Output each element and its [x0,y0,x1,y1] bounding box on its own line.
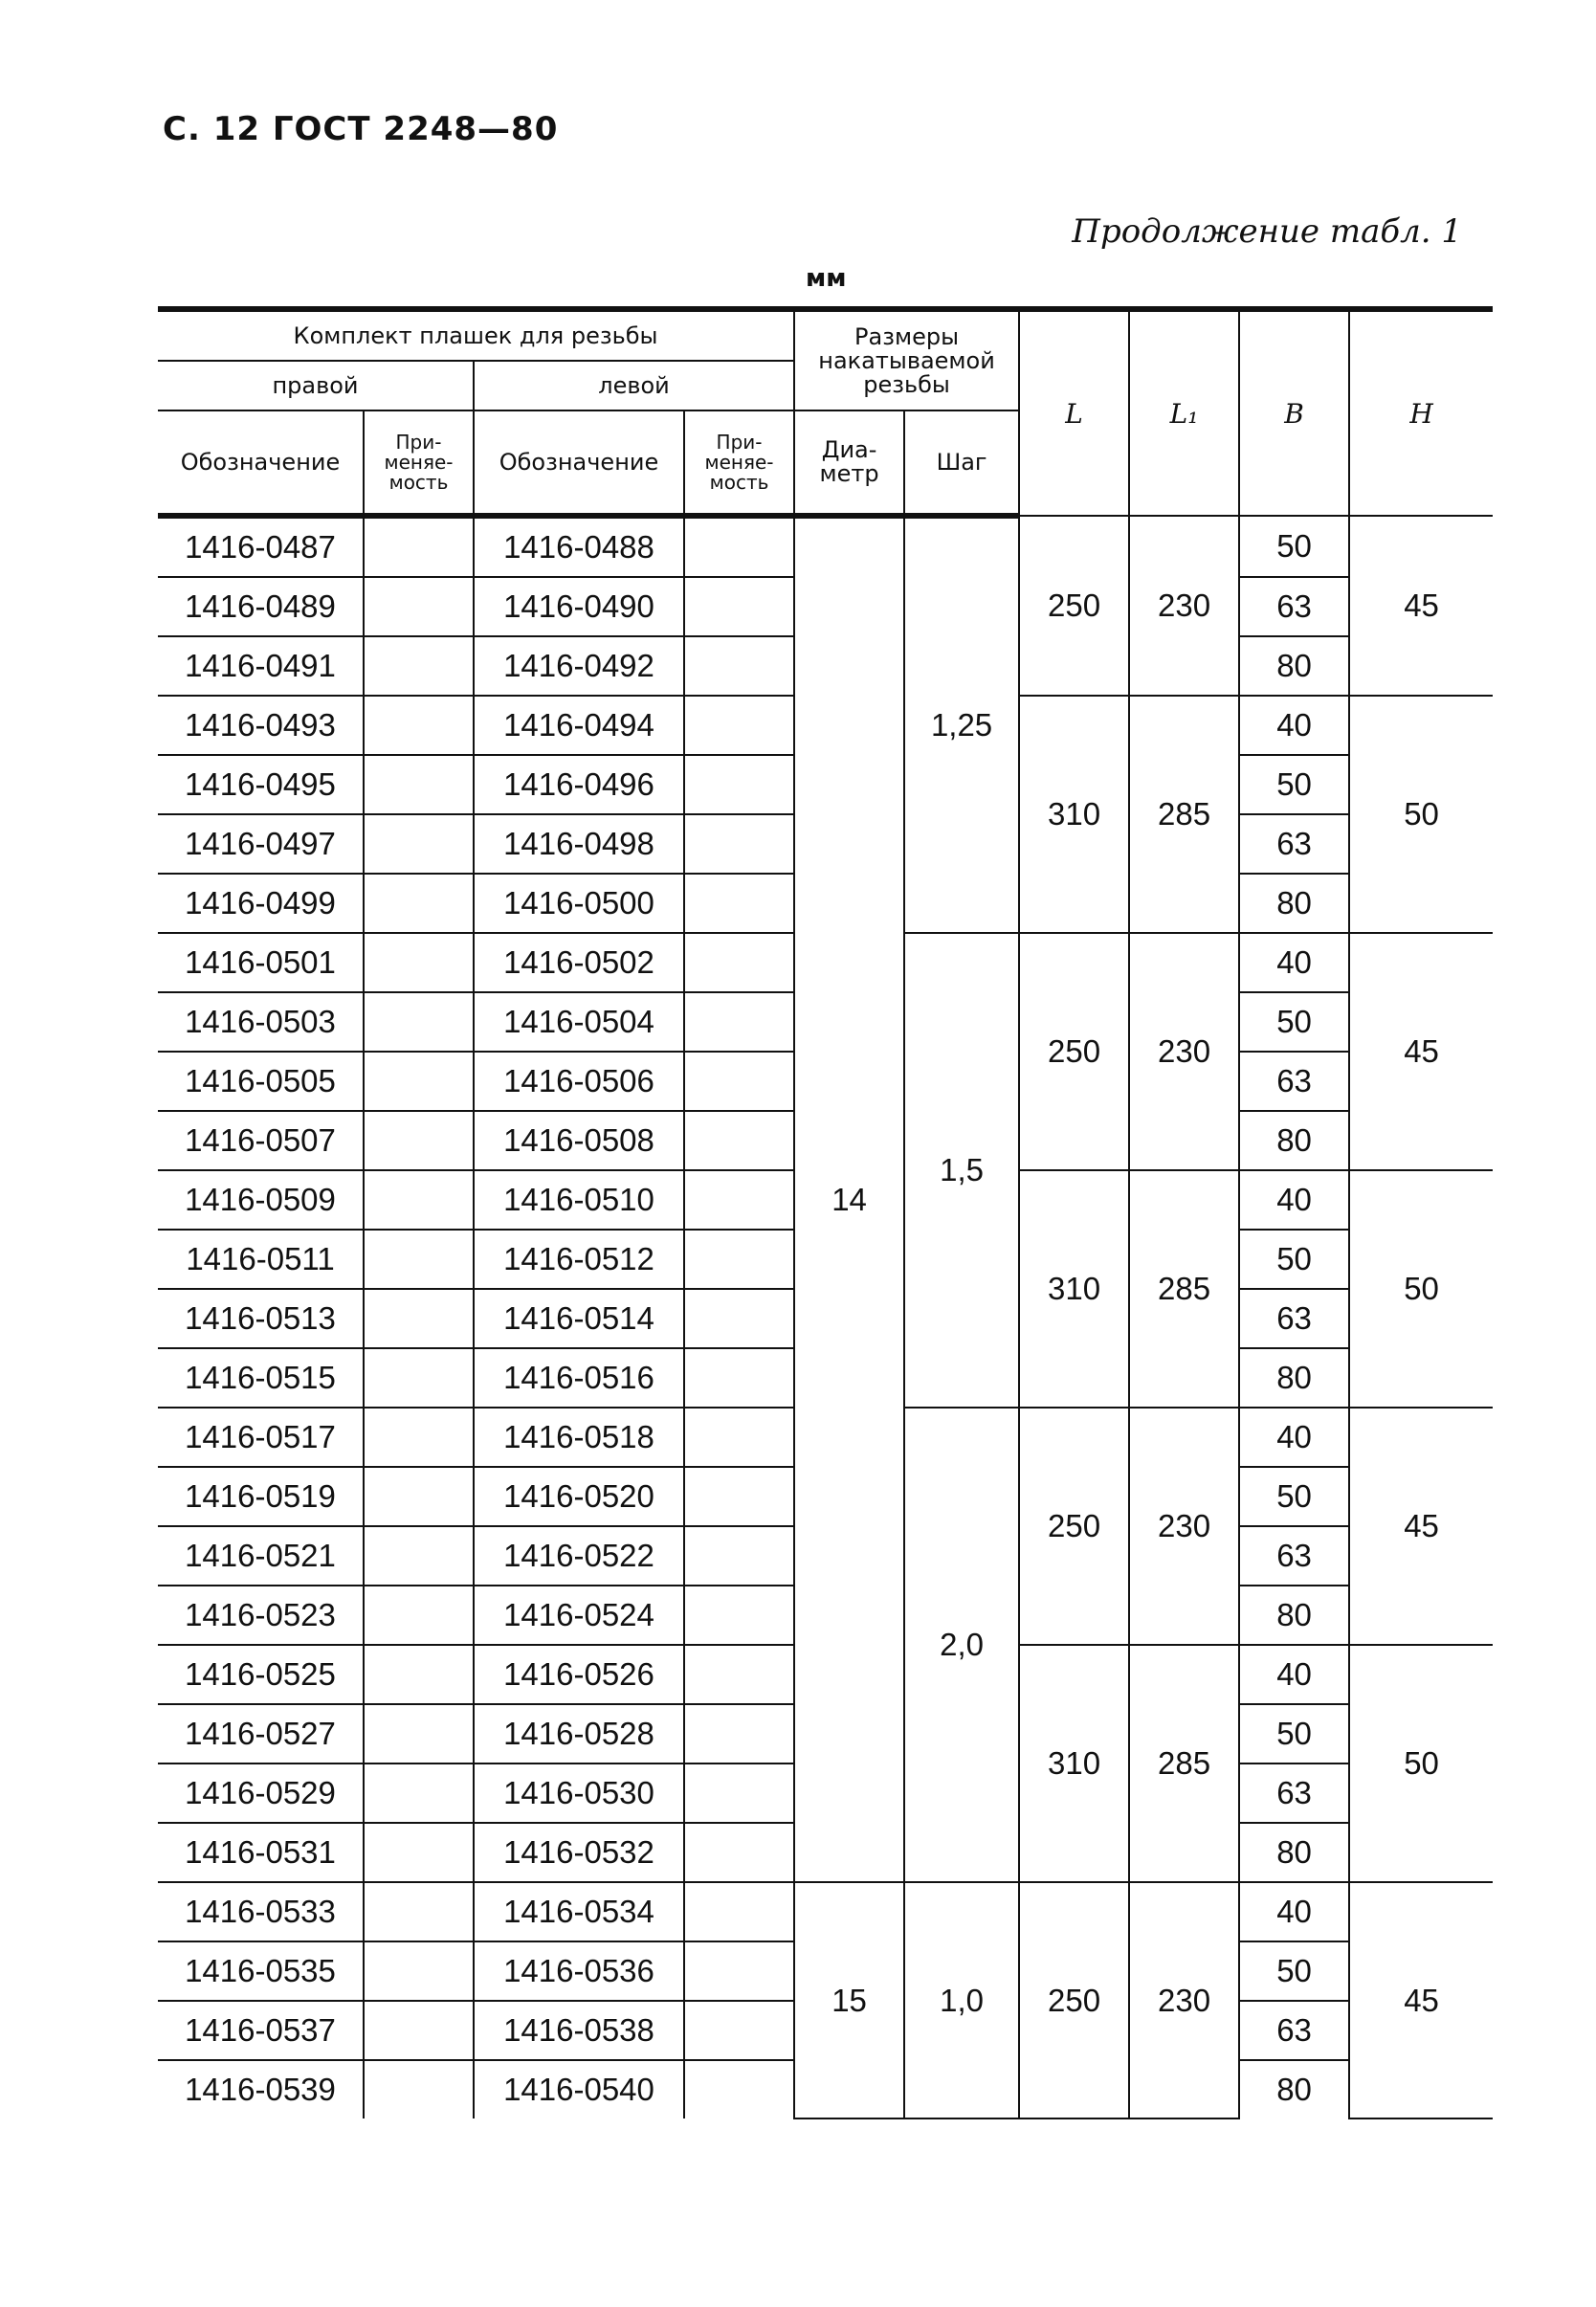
diameter-cell: 14 [794,516,904,1882]
applicability-right-cell [364,1882,474,1941]
right-thread-header: правой [158,361,474,410]
designation-left-cell: 1416-0528 [474,1704,684,1764]
applicability-right-cell [364,1230,474,1289]
B-cell: 50 [1239,1230,1349,1289]
designation-right-cell: 1416-0497 [158,814,364,874]
designation-left-cell: 1416-0488 [474,516,684,577]
applicability-left-cell [684,1348,794,1408]
applicability-left-cell [684,1230,794,1289]
dimensions-table [158,306,1493,2119]
applicability-left-cell [684,516,794,577]
pitch-cell: 1,0 [904,1882,1019,2118]
table-continuation-caption: Продолжение табл. 1 [1072,212,1462,251]
applicability-left-cell [684,1586,794,1645]
L-cell: 310 [1019,1170,1129,1408]
designation-right-cell: 1416-0517 [158,1408,364,1467]
designation-left-cell: 1416-0536 [474,1941,684,2001]
B-cell: 63 [1239,2001,1349,2060]
B-cell: 63 [1239,814,1349,874]
designation-right-cell: 1416-0515 [158,1348,364,1408]
applicability-right-cell [364,1052,474,1111]
applicability-left-header: При-меняе-мость [684,410,794,516]
B-cell: 40 [1239,1170,1349,1230]
B-cell: 40 [1239,1645,1349,1704]
applicability-left-cell [684,1645,794,1704]
designation-right-cell: 1416-0507 [158,1111,364,1170]
L1-cell: 285 [1129,696,1239,933]
B-cell: 63 [1239,1526,1349,1586]
designation-left-cell: 1416-0532 [474,1823,684,1882]
applicability-left-cell [684,874,794,933]
B-cell: 50 [1239,516,1349,577]
designation-left-cell: 1416-0494 [474,696,684,755]
designation-right-cell: 1416-0503 [158,992,364,1052]
H-cell: 45 [1349,1408,1493,1645]
designation-left-cell: 1416-0522 [474,1526,684,1586]
applicability-left-cell [684,1526,794,1586]
L-cell: 310 [1019,696,1129,933]
designation-right-cell: 1416-0493 [158,696,364,755]
applicability-right-cell [364,814,474,874]
applicability-left-cell [684,933,794,992]
designation-left-cell: 1416-0492 [474,636,684,696]
applicability-right-cell [364,1526,474,1586]
B-cell: 80 [1239,1823,1349,1882]
units-label: мм [806,264,847,293]
designation-left-cell: 1416-0500 [474,874,684,933]
designation-right-cell: 1416-0491 [158,636,364,696]
H-cell: 50 [1349,696,1493,933]
L-cell: 250 [1019,1408,1129,1645]
applicability-left-cell [684,1111,794,1170]
designation-right-cell: 1416-0513 [158,1289,364,1348]
B-cell: 80 [1239,1348,1349,1408]
pitch-cell: 1,25 [904,516,1019,933]
applicability-left-cell [684,1408,794,1467]
designation-left-cell: 1416-0514 [474,1289,684,1348]
applicability-right-cell [364,874,474,933]
table-row [158,516,1493,577]
designation-left-cell: 1416-0530 [474,1764,684,1823]
designation-left-cell: 1416-0518 [474,1408,684,1467]
L-cell: 310 [1019,1645,1129,1882]
designation-left-cell: 1416-0538 [474,2001,684,2060]
designation-left-cell: 1416-0524 [474,1586,684,1645]
pitch-header: Шаг [904,410,1019,516]
H-cell: 45 [1349,1882,1493,2118]
designation-right-cell: 1416-0511 [158,1230,364,1289]
applicability-left-cell [684,636,794,696]
designation-right-cell: 1416-0509 [158,1170,364,1230]
B-cell: 80 [1239,1111,1349,1170]
designation-left-header: Обозначение [474,410,684,516]
applicability-right-cell [364,1704,474,1764]
designation-left-cell: 1416-0496 [474,755,684,814]
H-cell: 50 [1349,1170,1493,1408]
designation-right-cell: 1416-0539 [185,2072,336,2107]
B-cell: 40 [1239,933,1349,992]
designation-left-cell: 1416-0510 [474,1170,684,1230]
applicability-left-cell [684,2060,794,2118]
designation-right-cell: 1416-0505 [158,1052,364,1111]
applicability-left-cell [684,1467,794,1526]
designation-left-cell: 1416-0534 [474,1882,684,1941]
designation-right-cell: 1416-0501 [158,933,364,992]
B-cell: 50 [1239,755,1349,814]
pitch-cell: 1,5 [904,933,1019,1408]
applicability-right-cell [364,1111,474,1170]
L1-cell: 230 [1129,516,1239,696]
B-cell: 40 [1239,1408,1349,1467]
applicability-right-cell [364,516,474,577]
B-cell: 40 [1239,1882,1349,1941]
applicability-right-cell [364,992,474,1052]
B-cell: 63 [1239,1052,1349,1111]
designation-right-cell: 1416-0529 [158,1764,364,1823]
applicability-right-cell [364,2001,474,2060]
applicability-left-cell [684,2001,794,2060]
L1-cell: 230 [1129,1408,1239,1645]
applicability-right-cell [364,1764,474,1823]
B-cell: 80 [1239,874,1349,933]
applicability-left-cell [684,814,794,874]
designation-left-cell: 1416-0504 [474,992,684,1052]
applicability-right-cell [364,577,474,636]
designation-left-cell: 1416-0490 [474,577,684,636]
H-cell: 45 [1349,516,1493,696]
designation-left-cell: 1416-0516 [474,1348,684,1408]
designation-right-cell: 1416-0531 [158,1823,364,1882]
B-cell: 50 [1239,1941,1349,2001]
table-body [158,516,1493,2118]
applicability-left-cell [684,1704,794,1764]
applicability-right-cell [364,696,474,755]
applicability-right-cell [364,1823,474,1882]
B-cell: 40 [1239,696,1349,755]
designation-right-cell: 1416-0535 [158,1941,364,2001]
applicability-left-cell [684,1170,794,1230]
designation-right-cell: 1416-0499 [158,874,364,933]
L-cell: 250 [1019,933,1129,1170]
designation-right-cell: 1416-0487 [158,516,364,577]
designation-right-header: Обозначение [158,410,364,516]
designation-right-cell: 1416-0533 [158,1882,364,1941]
designation-left-cell: 1416-0512 [474,1230,684,1289]
L1-cell: 230 [1129,933,1239,1170]
B-cell: 63 [1239,577,1349,636]
B-cell: 63 [1239,1764,1349,1823]
applicability-right-cell [364,1348,474,1408]
designation-left-cell: 1416-0498 [474,814,684,874]
applicability-left-cell [684,992,794,1052]
applicability-right-cell [364,636,474,696]
H-cell: 50 [1349,1645,1493,1882]
page-header: С. 12 ГОСТ 2248—80 [163,110,559,148]
H-cell: 45 [1349,933,1493,1170]
designation-right-cell: 1416-0523 [158,1586,364,1645]
designation-left-cell: 1416-0502 [474,933,684,992]
designation-left-cell: 1416-0508 [474,1111,684,1170]
applicability-left-cell [684,755,794,814]
B-cell: 80 [1239,636,1349,696]
applicability-right-cell [364,1408,474,1467]
diameter-header: Диа-метр [794,410,904,516]
applicability-right-cell [364,1586,474,1645]
B-cell: 50 [1239,1704,1349,1764]
applicability-right-cell [364,933,474,992]
designation-right-cell: 1416-0527 [158,1704,364,1764]
L1-cell: 285 [1129,1170,1239,1408]
designation-left-cell: 1416-0520 [474,1467,684,1526]
designation-right-cell: 1416-0489 [158,577,364,636]
designation-right-cell: 1416-0519 [158,1467,364,1526]
applicability-right-cell [364,1645,474,1704]
designation-left-cell: 1416-0526 [474,1645,684,1704]
L1-cell: 285 [1129,1645,1239,1882]
L-cell: 250 [1019,1882,1129,2118]
thread-dims-header: Размеры накатываемой резьбы [794,309,1019,410]
L-cell: 250 [1019,516,1129,696]
die-set-header: Комплект плашек для резьбы [158,309,794,361]
applicability-right-cell [364,1467,474,1526]
applicability-right-cell [364,755,474,814]
applicability-right-header: При-меняе-мость [364,410,474,516]
B-cell: 50 [1239,992,1349,1052]
H-header: H [1349,309,1493,516]
applicability-right-cell [364,1289,474,1348]
designation-right-cell: 1416-0525 [158,1645,364,1704]
designation-left-cell: 1416-0540 [474,2060,684,2118]
applicability-right-cell [364,2060,474,2118]
B-header: B [1239,309,1349,516]
applicability-left-cell [684,1764,794,1823]
left-thread-header: левой [474,361,794,410]
B-cell: 80 [1239,2060,1349,2118]
B-cell: 63 [1239,1289,1349,1348]
table-row [158,1882,1493,1941]
applicability-right-cell [364,1170,474,1230]
L1-header: L₁ [1129,309,1239,516]
designation-right-cell: 1416-0495 [158,755,364,814]
applicability-right-cell [364,1941,474,2001]
L-header: L [1019,309,1129,516]
applicability-left-cell [684,696,794,755]
designation-left-cell: 1416-0506 [474,1052,684,1111]
B-cell: 50 [1239,1467,1349,1526]
pitch-cell: 2,0 [904,1408,1019,1882]
applicability-left-cell [684,1823,794,1882]
applicability-left-cell [684,1052,794,1111]
diameter-cell: 15 [794,1882,904,2118]
B-cell: 80 [1239,1586,1349,1645]
designation-right-cell: 1416-0537 [158,2001,364,2060]
applicability-left-cell [684,1882,794,1941]
designation-right-cell: 1416-0521 [158,1526,364,1586]
applicability-left-cell [684,1289,794,1348]
applicability-left-cell [684,577,794,636]
L1-cell: 230 [1129,1882,1239,2118]
applicability-left-cell [684,1941,794,2001]
